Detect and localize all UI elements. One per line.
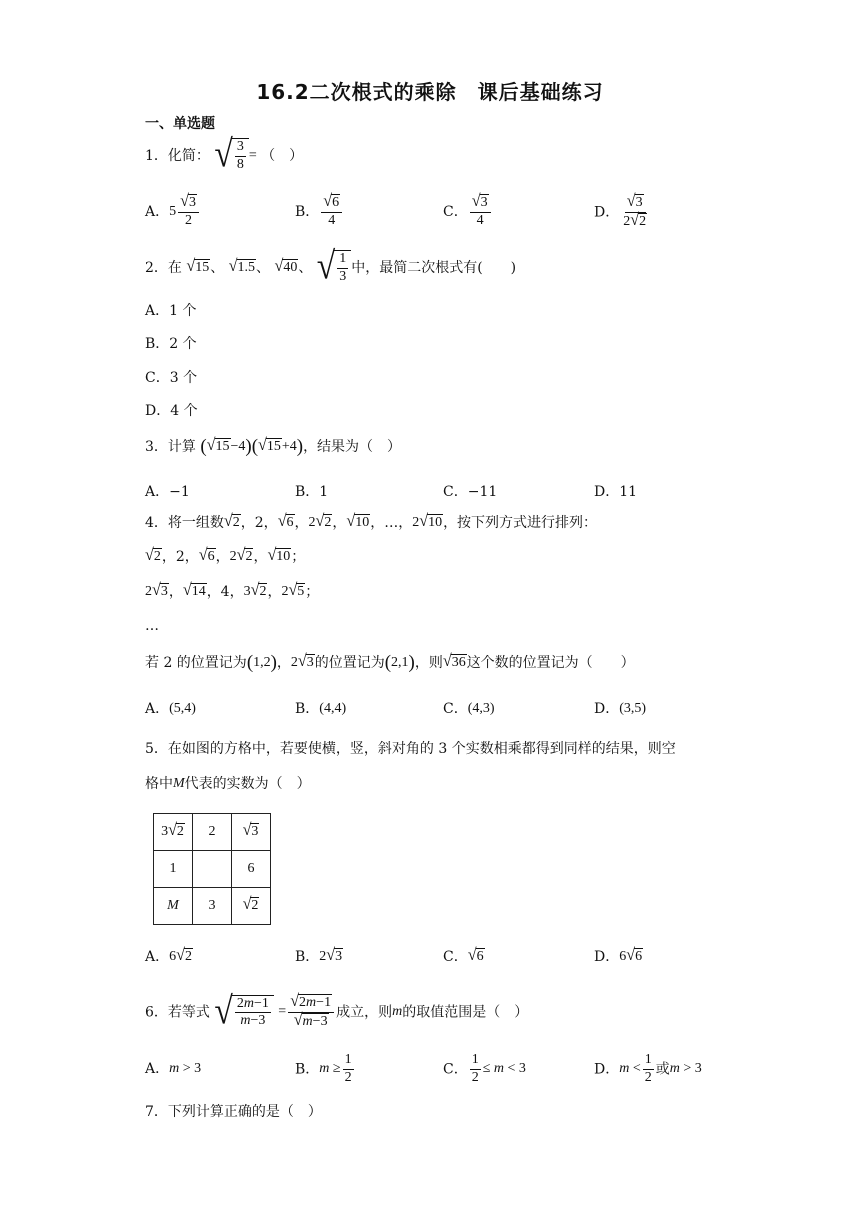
q4-row-2: 2 √ 3 ， √ 14 ，4，3 √ 2 ，2 √ 5 ； bbox=[145, 581, 320, 600]
q6-option-c[interactable]: C． 1 2 ≤ m < 3 bbox=[443, 1052, 526, 1085]
grid-cell-empty bbox=[193, 851, 232, 888]
q1-expression: √ 3 8 = bbox=[214, 133, 257, 176]
page-title: 16.2二次根式的乘除 课后基础练习 bbox=[256, 80, 604, 104]
q6-option-b[interactable]: B． m ≥ 1 2 bbox=[295, 1052, 352, 1085]
q6-option-d[interactable]: D． m < 1 2 或 m > 3 bbox=[594, 1052, 702, 1085]
question-6-stem: 6．若等式 √ 2m−1 m−3 = √ 2m−1 √ m−3 成立，则m的取值范围是（ ） bbox=[145, 989, 529, 1033]
q4-option-c[interactable]: C．(4,3) bbox=[443, 701, 495, 717]
question-2-stem: 2．在 √ 15 、 √ 1.5 、 √ 40 、 √ 1 3 中，最简二次根式有( ) bbox=[145, 245, 517, 288]
grid-cell: 6 bbox=[232, 851, 271, 888]
section-heading: 一、单选题 bbox=[145, 116, 215, 132]
q2-option-c[interactable]: C．3 个 bbox=[145, 370, 198, 386]
q2-option-b[interactable]: B．2 个 bbox=[145, 336, 197, 352]
q1-option-c[interactable]: C． √ 3 4 bbox=[443, 194, 493, 230]
q3-option-a[interactable]: A．−1 bbox=[145, 484, 190, 500]
q1-option-d[interactable]: D． √ 3 2 √ 2 bbox=[594, 192, 647, 230]
q4-condition: 若 2 的位置记为 ( 1,2 ) ，2 √ 3 的位置记为 ( 2,1 ) ，则 √ 36 这个数的位置记为（ ） bbox=[145, 651, 635, 673]
q5-option-b[interactable]: B．2 √ 3 bbox=[295, 946, 343, 965]
q4-option-a[interactable]: A．(5,4) bbox=[145, 701, 196, 717]
question-5-stem-line2: 格中M代表的实数为（ ） bbox=[145, 776, 311, 792]
grid-cell: 2 bbox=[193, 814, 232, 851]
question-7-stem: 7．下列计算正确的是（ ） bbox=[145, 1104, 322, 1120]
question-4-stem: 4．将一组数 √ 2 ，2， √ 6 ，2 √ 2 ， √ 10 ，…，2 √ 10 ，按下列方式进行排列： bbox=[145, 512, 598, 531]
grid-cell: √ 3 bbox=[232, 814, 271, 851]
grid-cell: M bbox=[154, 888, 193, 925]
question-3-stem: 3．计算 ( √ 15 −4 ) ( √ 15 +4 ) ，结果为（ ） bbox=[145, 435, 402, 457]
q1-stem-tail: （ ） bbox=[261, 147, 304, 164]
q1-option-b[interactable]: B． √ 6 4 bbox=[295, 194, 344, 230]
q3-option-d[interactable]: D．11 bbox=[594, 484, 638, 500]
q6-option-a[interactable]: A． m > 3 bbox=[145, 1061, 202, 1077]
q4-option-d[interactable]: D．(3,5) bbox=[594, 701, 647, 717]
grid-cell: 3 √ 2 bbox=[154, 814, 193, 851]
grid-cell: 3 bbox=[193, 888, 232, 925]
q2-option-d[interactable]: D．4 个 bbox=[145, 403, 198, 419]
q2-option-a[interactable]: A．1 个 bbox=[145, 303, 197, 319]
q4-ellipsis: … bbox=[145, 618, 159, 634]
q3-option-c[interactable]: C．−11 bbox=[443, 484, 498, 500]
q1-stem-text: 1．化简： bbox=[145, 147, 210, 164]
grid-cell: 1 bbox=[154, 851, 193, 888]
q5-option-c[interactable]: C． √ 6 bbox=[443, 946, 484, 965]
magic-square-grid bbox=[153, 813, 271, 925]
question-1-stem bbox=[145, 133, 304, 176]
q3-option-b[interactable]: B．1 bbox=[295, 484, 329, 500]
grid-cell: √ 2 bbox=[232, 888, 271, 925]
question-5-stem-line1: 5．在如图的方格中，若要使横，竖，斜对角的 3 个实数相乘都得到同样的结果，则空 bbox=[145, 741, 676, 757]
q1-option-a[interactable]: A．5 √ 3 2 bbox=[145, 194, 201, 230]
q5-option-a[interactable]: A．6 √ 2 bbox=[145, 946, 192, 965]
q4-row-1: √ 2 ，2， √ 6 ，2 √ 2 ， √ 10 ； bbox=[145, 546, 306, 565]
q5-option-d[interactable]: D．6 √ 6 bbox=[594, 946, 643, 965]
q4-option-b[interactable]: B．(4,4) bbox=[295, 701, 347, 717]
